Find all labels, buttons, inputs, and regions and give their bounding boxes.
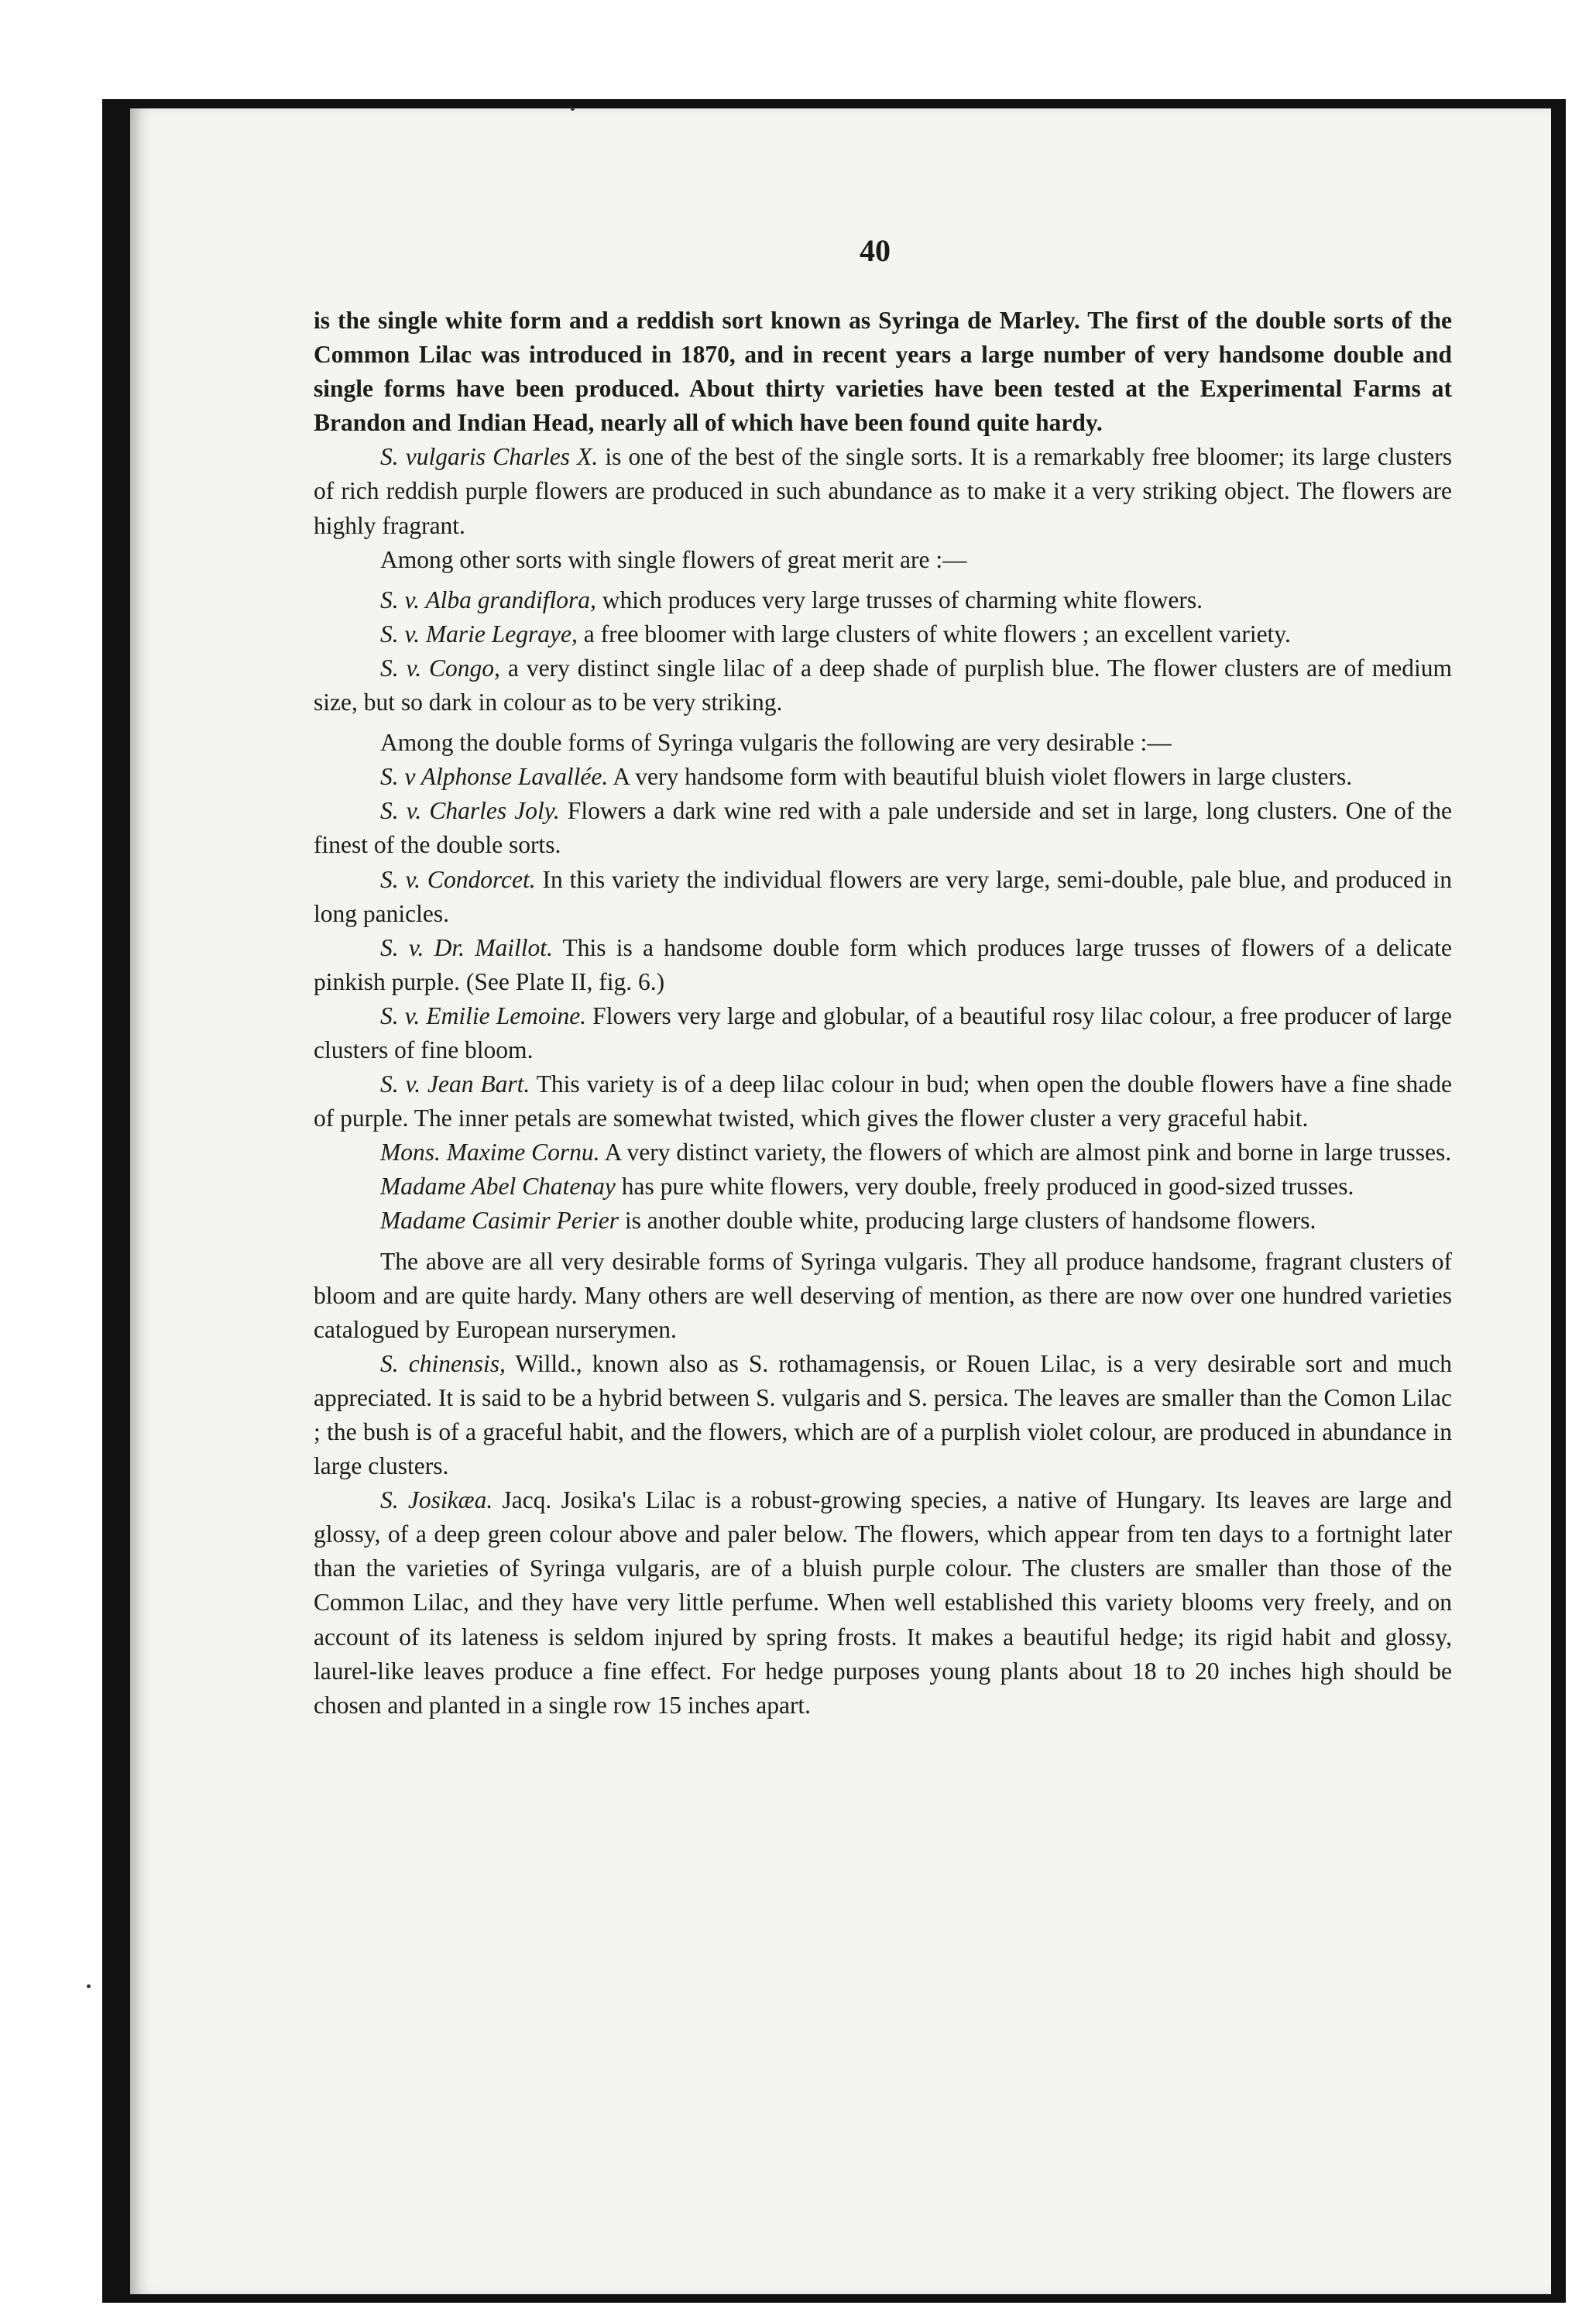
paragraph: S. v. Congo, a very distinct single lilac of a deep shade of purplish blue. The flower clusters are of medium size, but so dark in colour as to be very striking. (314, 654, 1452, 716)
variety-name: S. v. Marie Legraye, (380, 620, 578, 648)
paragraph: The above are all very desirable forms of Syringa vulgaris. They all produce handsome, fragrant clusters of bloom and are quite hardy. Many others are well deserving of mention, as there are now over one hundred varieties catalogued by European nurserymen. (314, 1247, 1452, 1343)
variety-name: S. v. Emilie Lemoine. (380, 1001, 587, 1029)
variety-name: Madame Casimir Perier (380, 1207, 619, 1235)
variety-name: S. v. Condorcet. (380, 865, 536, 893)
scan-speck (571, 107, 575, 111)
paragraph: S. Josikæa. Jacq. Josika's Lilac is a robust-growing species, a native of Hungary. Its leaves are large and glossy, of a deep green colour above and paler below. The flowers, which appear from ten days to a fortnight later than the varieties of Syringa vulgaris, are of a bluish purple colour. The clusters are smaller than those of the Common Lilac, and they have very little perfume. When well established this variety blooms very freely, and on account of its lateness is seldom injured by spring frosts. It makes a beautiful hedge; its rigid habit and glossy, laurel-like leaves produce a fine effect. For hedge purposes young plants about 18 to 20 inches high should be chosen and planted in a single row 15 inches apart. (314, 1486, 1452, 1719)
page-body (314, 304, 1452, 1723)
variety-name: S. v. Charles Joly. (380, 797, 560, 825)
paragraph: Madame Casimir Perier is another double white, producing large clusters of handsome flowers. (380, 1207, 1316, 1235)
paragraph: Mons. Maxime Cornu. A very distinct variety, the flowers of which are almost pink and borne in large trusses. (380, 1139, 1452, 1166)
paragraph: Madame Abel Chatenay has pure white flowers, very double, freely produced in good-sized trusses. (380, 1173, 1354, 1201)
variety-name: S. v. Congo, (380, 654, 500, 682)
paragraph: S. v. Emilie Lemoine. Flowers very large and globular, of a beautiful rosy lilac colour, a free producer of large clusters of fine bloom. (314, 1001, 1452, 1063)
paragraph: S. v. Dr. Maillot. This is a handsome double form which produces large trusses of flowers of a delicate pinkish purple. (See Plate II, fig. 6.) (314, 933, 1453, 995)
variety-name: S. v. Dr. Maillot. (380, 933, 553, 961)
paragraph: S. vulgaris Charles X. is one of the best of the single sorts. It is a remarkably free bloomer; its large clusters of rich reddish purple flowers are produced in such abundance as to make it a very striking object. The flowers are highly fragrant. (314, 443, 1452, 539)
paragraph: S. v Alphonse Lavallée. A very handsome form with beautiful bluish violet flowers in large clusters. (380, 763, 1353, 791)
variety-name: S. v. Alba grandiflora, (380, 586, 596, 613)
variety-name: Mons. Maxime Cornu. (380, 1139, 600, 1166)
scan-speck (87, 1984, 91, 1988)
variety-name: S. v. Jean Bart. (380, 1070, 530, 1098)
paragraph: S. v. Alba grandiflora, which produces very large trusses of charming white flowers. (380, 586, 1203, 613)
variety-name: S. Josikæa. (380, 1486, 493, 1514)
paragraph: Among the double forms of Syringa vulgaris the following are very desirable :— (380, 729, 1172, 757)
variety-name: Madame Abel Chatenay (380, 1173, 616, 1201)
paragraph: S. v. Condorcet. In this variety the individual flowers are very large, semi-double, pale blue, and produced in long panicles. (314, 865, 1452, 927)
paragraph: S. v. Jean Bart. This variety is of a deep lilac colour in bud; when open the double flowers have a fine shade of purple. The inner petals are somewhat twisted, which gives the flower cluster a very graceful habit. (314, 1070, 1453, 1132)
page-number: 40 (860, 233, 891, 268)
paragraph: S. v. Marie Legraye, a free bloomer with large clusters of white flowers ; an excellent variety. (380, 620, 1291, 648)
variety-name: S. vulgaris Charles X. (380, 443, 599, 471)
paragraph: is the single white form and a reddish sort known as Syringa de Marley. The first of the double sorts of the Common Lilac was introduced in 1870, and in recent years a large number of very handsome double and single forms have been produced. About thirty varieties have been tested at the Experimental Farms at Brandon and Indian Head, nearly all of which have been found quite hardy. (314, 307, 1452, 437)
paragraph: Among other sorts with single flowers of great merit are :— (380, 545, 967, 573)
paragraph: S. v. Charles Joly. Flowers a dark wine red with a pale underside and set in large, long clusters. One of the finest of the double sorts. (314, 797, 1452, 859)
paragraph: S. chinensis, Willd., known also as S. rothamagensis, or Rouen Lilac, is a very desirable sort and much appreciated. It is said to be a hybrid between S. vulgaris and S. persica. The leaves are smaller than the Comon Lilac ; the bush is of a graceful habit, and the flowers, which are of a purplish violet colour, are produced in abundance in large clusters. (314, 1349, 1453, 1480)
variety-name: S. v Alphonse Lavallée. (380, 763, 609, 791)
variety-name: S. chinensis, (380, 1349, 506, 1377)
